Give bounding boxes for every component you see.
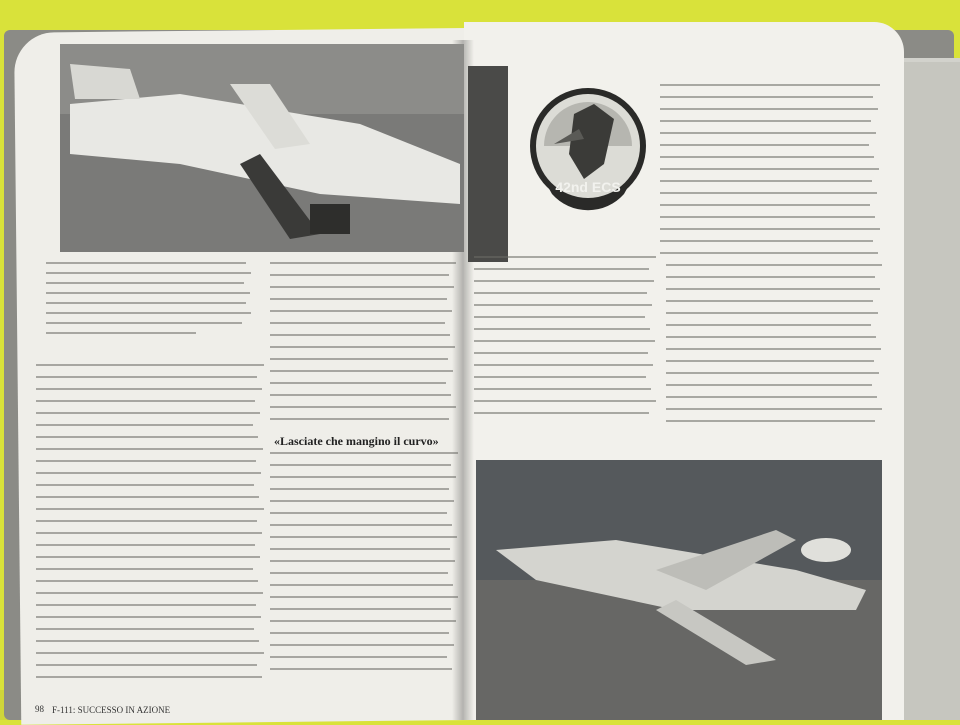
text-line	[270, 274, 449, 276]
text-line	[270, 584, 453, 586]
text-line	[666, 324, 871, 326]
text-line	[36, 388, 262, 390]
text-line	[36, 484, 254, 486]
footer-page-number: 98	[35, 704, 44, 714]
text-line	[270, 488, 449, 490]
text-line	[660, 132, 876, 134]
text-line	[36, 532, 262, 534]
text-line	[270, 334, 450, 336]
text-line	[660, 216, 875, 218]
text-line	[270, 668, 452, 670]
left-body-column-1	[36, 364, 268, 689]
text-line	[270, 632, 449, 634]
text-line	[270, 656, 447, 658]
text-line	[270, 418, 449, 420]
left-body-column-2b	[270, 452, 462, 692]
text-line	[36, 424, 253, 426]
text-line	[666, 288, 880, 290]
text-line	[36, 628, 254, 630]
text-line	[270, 476, 456, 478]
text-line	[270, 452, 458, 454]
text-line	[474, 352, 648, 354]
text-line	[666, 420, 875, 422]
text-line	[270, 608, 451, 610]
text-line	[474, 376, 646, 378]
text-line	[36, 568, 253, 570]
text-line	[270, 620, 456, 622]
text-line	[36, 376, 257, 378]
text-line	[270, 464, 451, 466]
right-caption-column	[474, 256, 660, 456]
text-line	[36, 556, 260, 558]
text-line	[270, 536, 457, 538]
text-line	[660, 252, 878, 254]
footer-title: F-111: SUCCESSO IN AZIONE	[52, 705, 171, 715]
text-line	[474, 268, 649, 270]
text-line	[666, 276, 875, 278]
text-line	[36, 508, 264, 510]
text-line	[474, 340, 655, 342]
text-line	[36, 364, 264, 366]
text-line	[270, 524, 452, 526]
text-line	[270, 572, 448, 574]
aircraft-photo-bottom	[476, 460, 882, 720]
text-line	[270, 500, 454, 502]
text-line	[36, 652, 264, 654]
left-caption-column	[46, 260, 254, 342]
text-line	[660, 156, 874, 158]
right-footnotes	[666, 264, 886, 446]
text-line	[660, 108, 878, 110]
text-line	[270, 560, 455, 562]
text-line	[474, 292, 647, 294]
text-line	[660, 192, 877, 194]
text-line	[660, 240, 873, 242]
emblem-text: 42nd ECS	[555, 179, 621, 195]
text-line	[36, 592, 263, 594]
photo-edge-strip	[468, 66, 508, 262]
text-line	[666, 360, 874, 362]
text-line	[666, 408, 882, 410]
text-line	[270, 322, 445, 324]
text-line	[270, 394, 451, 396]
text-line	[660, 84, 880, 86]
text-line	[666, 300, 873, 302]
text-line	[474, 280, 654, 282]
text-line	[474, 400, 656, 402]
text-line	[660, 204, 870, 206]
text-line	[660, 228, 880, 230]
text-line	[36, 460, 256, 462]
text-line	[36, 412, 260, 414]
text-line	[666, 384, 872, 386]
text-line	[474, 328, 650, 330]
text-line	[474, 388, 651, 390]
text-line	[36, 436, 258, 438]
text-line	[270, 358, 448, 360]
text-line	[270, 382, 446, 384]
text-line	[270, 262, 456, 264]
text-line	[36, 604, 256, 606]
text-line	[666, 372, 879, 374]
text-line	[36, 448, 263, 450]
text-line	[660, 168, 879, 170]
text-line	[660, 120, 871, 122]
left-body-column-2	[270, 262, 460, 452]
text-line	[474, 304, 652, 306]
text-line	[474, 412, 649, 414]
squadron-emblem	[524, 84, 656, 214]
text-line	[36, 640, 259, 642]
text-line	[270, 406, 456, 408]
text-line	[474, 316, 645, 318]
text-line	[666, 348, 881, 350]
text-line	[474, 364, 653, 366]
page-stack-edge	[900, 62, 960, 720]
text-line	[270, 310, 452, 312]
text-line	[36, 520, 257, 522]
text-line	[666, 336, 876, 338]
text-line	[36, 472, 261, 474]
text-line	[36, 676, 262, 678]
text-line	[270, 370, 453, 372]
text-line	[666, 312, 878, 314]
right-body-top	[660, 84, 884, 264]
text-line	[270, 346, 455, 348]
text-line	[270, 512, 447, 514]
text-line	[270, 548, 450, 550]
section-heading: «Lasciate che mangino il curvo»	[274, 434, 439, 448]
text-line	[36, 496, 259, 498]
text-line	[270, 286, 454, 288]
text-line	[36, 664, 257, 666]
text-line	[36, 580, 258, 582]
text-line	[666, 264, 882, 266]
text-line	[270, 644, 454, 646]
text-line	[660, 180, 872, 182]
text-line	[660, 96, 873, 98]
text-line	[36, 544, 255, 546]
aircraft-photo-top	[60, 44, 464, 252]
text-line	[270, 596, 458, 598]
text-line	[36, 616, 261, 618]
text-line	[270, 298, 447, 300]
text-line	[660, 144, 869, 146]
text-line	[666, 396, 877, 398]
text-line	[36, 400, 255, 402]
text-line	[474, 256, 656, 258]
